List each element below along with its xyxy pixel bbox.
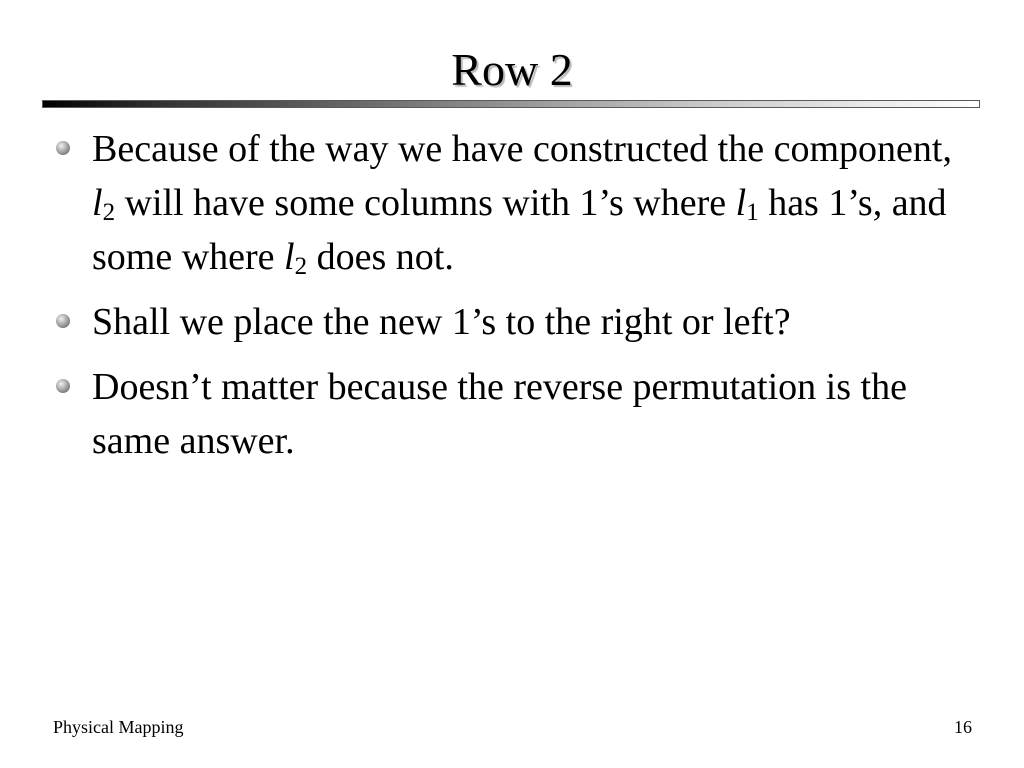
bullet-item [0,360,1024,468]
bullet-item [0,295,1024,349]
subscript: 2 [102,199,116,226]
variable-l: l [92,182,103,224]
variable-l: l [735,182,747,224]
bullet-text: does not. [307,236,454,278]
bullet-text: Doesn’t matter because the reverse permutation is the same answer. [92,366,907,462]
bullet-text: Because of the way we have constructed the component, [92,128,952,170]
bullet-dot-icon [56,379,70,393]
subscript: 1 [746,199,759,226]
variable-l: l [284,236,295,278]
bullet-dot-icon [56,141,70,155]
page-number: 16 [954,717,972,737]
bullet-text: will have some columns with 1’s where [115,182,736,224]
bullet-text: has 1’s, and some where [92,182,947,278]
footer-title: Physical Mapping [53,717,184,737]
subscript: 2 [294,253,308,280]
bullet-item [0,122,1024,284]
bullet-text: Shall we place the new 1’s to the right or left? [92,301,791,343]
bullet-dot-icon [56,314,70,328]
bullet-list [0,122,1024,479]
slide-title: Row 2 [451,44,573,95]
title-underline [42,100,980,108]
